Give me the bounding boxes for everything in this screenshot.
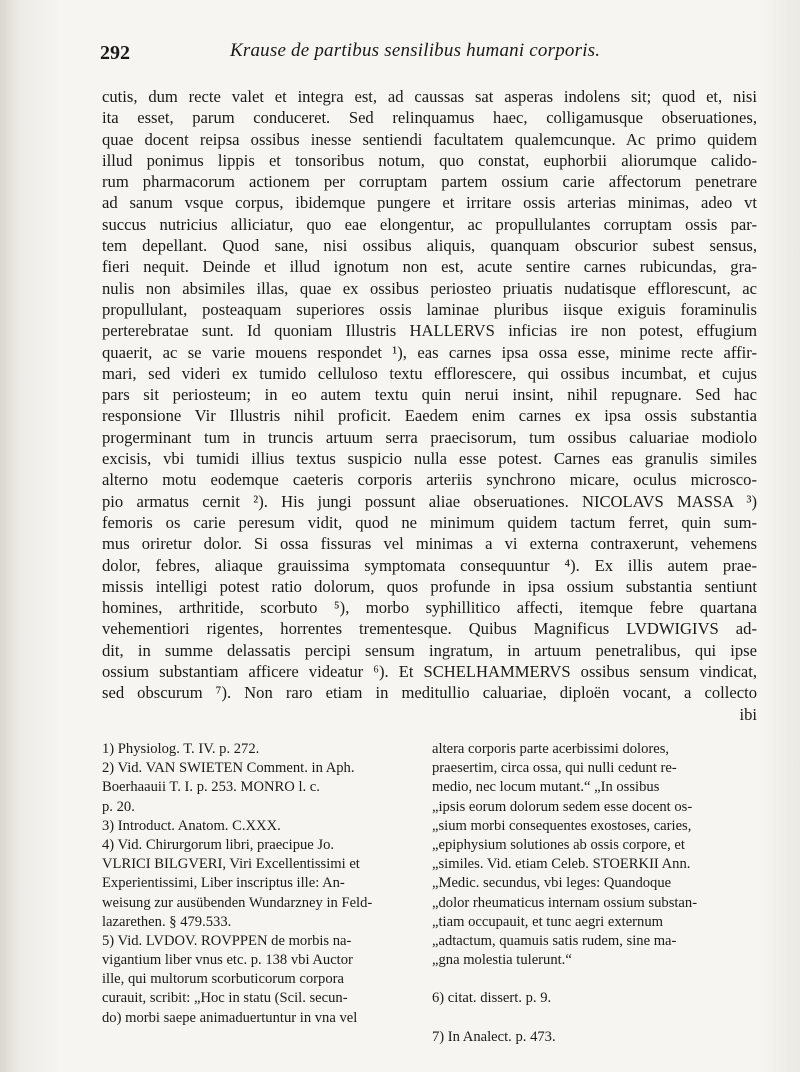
footnote-right-line: „sium morbi consequentes exostoses, caries,	[432, 817, 692, 834]
footnote-right-line: 6) citat. dissert. p. 9.	[432, 990, 552, 1007]
body-line: pio armatus cernit ²). His jungi possunt aliae obseruationes. NICOLAVS MASSA ³)	[102, 491, 757, 511]
body-line: nulis non absimiles illas, quae ex ossibus periosteo priuatis nudatisque efflorescunt, ac	[102, 278, 757, 298]
footnote-left-line: 3) Introduct. Anatom. C.XXX.	[102, 817, 281, 834]
body-line: ossium substantiam afficere videatur ⁶). Et SCHELHAMMERVS ossibus sensum vindicat,	[102, 662, 757, 682]
body-line: ita esset, parum conduceret. Sed relinquamus haec, colligamusque obseruationes,	[102, 108, 757, 128]
footnote-left-line: lazarethen. § 479.533.	[102, 913, 232, 930]
body-line: succus nutricius alliciatur, quo eae elongentur, ac propullulantes corruptam ossis par-	[102, 214, 757, 234]
footnotes	[102, 740, 757, 1060]
body-line: perterebratae sunt. Id quoniam Illustris HALLERVS inficias ire non potest, effugium	[102, 321, 757, 341]
body-line: propullulant, posteaquam superiores ossis laminae pluribus iisque exiguis foraminulis	[102, 299, 757, 319]
body-line: dolor, febres, aliaque grauissima symptomata consequuntur ⁴). Ex illis autem prae-	[102, 555, 757, 575]
footnote-right-line: 7) In Analect. p. 473.	[432, 1028, 556, 1045]
footnotes-left-column	[102, 740, 417, 1028]
footnote-right-line: „ipsis eorum dolorum sedem esse docent os-	[432, 798, 693, 815]
footnote-left-line: do) morbi saepe animaduertuntur in vna vel	[102, 1009, 358, 1026]
body-line: illud ponimus lippis et tonsoribus notum, quo constat, euphorbii aliorumque calido-	[102, 150, 757, 170]
footnote-right-line: medio, nec locum mutant.“ „In ossibus	[432, 779, 660, 796]
footnote-right-line: „gna molestia tulerunt.“	[432, 952, 572, 969]
body-line: responsione Vir Illustris nihil proficit. Eaedem enim carnes ex ipsa ossis substantia	[102, 406, 757, 426]
body-line: homines, arthritide, scorbuto ⁵), morbo syphillitico affecti, itemque febre quartana	[102, 598, 757, 618]
footnote-left-line: Experientissimi, Liber inscriptus ille: An-	[102, 875, 345, 892]
body-line: vehementiori rigentes, horrentes trementesque. Quibus Magnificus LVDWIGIVS ad-	[102, 619, 757, 639]
body-line: missis intelligi potest ratio dolorum, quos profunde in ipsa ossium substantia sentiunt	[102, 576, 757, 596]
footnote-left-line: weisung zur ausübenden Wundarzney in Feld-	[102, 894, 373, 911]
page-number: 292	[100, 42, 130, 64]
footnote-right-line	[432, 970, 747, 989]
footnote-left-line: 5) Vid. LVDOV. ROVPPEN de morbis na-	[102, 932, 352, 949]
body-line: femoris os carie peresum vidit, quod ne minimum quidem tactum ferret, quin sum-	[102, 512, 757, 532]
body-line: rum pharmacorum actionem per corruptam partem ossium carie affectorum penetrare	[102, 172, 757, 192]
footnote-left-line: VLRICI BILGVERI, Viri Excellentissimi et	[102, 856, 360, 873]
footnote-right-line: „adtactum, quamuis satis rudem, sine ma-	[432, 932, 677, 949]
body-line: ad sanum vsque corpus, ibidemque pungere et irritare ossis arterias minimas, adeo vt	[102, 193, 757, 213]
body-line: sed obscurum ⁷). Non raro etiam in meditullio caluariae, diploën vocant, a collecto	[102, 683, 757, 703]
footnote-right-line: „epiphysium solutiones ab ossis corpore, et	[432, 836, 685, 853]
footnote-left-line: ille, qui multorum scorbuticorum corpora	[102, 971, 344, 988]
body-line: alterno motu eodemque caeteris corporis arteriis synchrono micare, oculus microsco-	[102, 470, 757, 490]
page-header	[100, 38, 755, 68]
footnote-right-line: „dolor rheumaticus internam ossium substan-	[432, 894, 698, 911]
body-line: mari, sed videri ex tumido celluloso textu efflorescere, qui ossibus incumbat, et cujus	[102, 363, 757, 383]
footnote-right-line: „Medic. secundus, vbi leges: Quandoque	[432, 875, 672, 892]
footnote-right-line: altera corporis parte acerbissimi dolores,	[432, 741, 670, 757]
footnote-left-line: Boerhaauii T. I. p. 253. MONRO l. c.	[102, 779, 320, 796]
body-line: mus oriretur dolor. Si ossa fissuras vel minimas a vi externa contraxerunt, vehemens	[102, 534, 757, 554]
body-line: ibi	[739, 704, 757, 724]
footnote-left-line: 4) Vid. Chirurgorum libri, praecipue Jo.	[102, 836, 335, 853]
body-line: excisis, vbi tumidi illius textus suspicio nulla esse potest. Carnes eas granulis similes	[102, 449, 757, 469]
footnotes-right-column	[432, 740, 747, 1047]
body-line: dit, in summe delassatis percipi sensum ingratum, in artuum penetralibus, qui ipse	[102, 640, 757, 660]
footnote-right-line: praesertim, circa ossa, qui nulli cedunt re-	[432, 760, 677, 777]
running-title: Krause de partibus sensilibus humani corporis.	[230, 40, 601, 61]
footnote-left-line: 2) Vid. VAN SWIETEN Comment. in Aph.	[102, 760, 355, 777]
footnote-right-line: „similes. Vid. etiam Celeb. STOERKII Ann.	[432, 856, 691, 873]
main-text	[102, 86, 757, 725]
body-line: pars sit periosteum; in eo autem textu quin nerui insint, nihil repugnare. Sed hac	[102, 385, 757, 405]
body-line: progerminant tum in truncis artuum serra praecisorum, tum ossibus caluariae modiolo	[102, 427, 757, 447]
body-line: quaerit, ac se varie mouens respondet ¹), eas carnes ipsa ossa esse, minime recte affir-	[102, 342, 757, 362]
body-line: tem depellant. Quod sane, nisi ossibus aliquis, quanquam obscurior subest sensus,	[102, 236, 757, 256]
footnote-right-line	[432, 1009, 747, 1028]
body-line: fieri nequit. Deinde et illud ignotum non est, acute sentire carnes rubicundas, gra-	[102, 257, 757, 277]
footnote-left-line: 1) Physiolog. T. IV. p. 272.	[102, 741, 260, 757]
footnote-left-line: curauit, scribit: „Hoc in statu (Scil. secun-	[102, 990, 348, 1007]
body-line: quae docent reipsa ossibus inesse sentiendi facultatem qualemcunque. Ac primo quidem	[102, 129, 757, 149]
body-line: cutis, dum recte valet et integra est, ad caussas sat asperas indolens sit; quod et, nisi	[102, 87, 757, 106]
footnote-left-line: vigantium liber vnus etc. p. 138 vbi Auctor	[102, 952, 353, 969]
footnote-left-line: p. 20.	[102, 798, 135, 815]
footnote-right-line: „tiam occupauit, et tunc aegri externum	[432, 913, 663, 930]
